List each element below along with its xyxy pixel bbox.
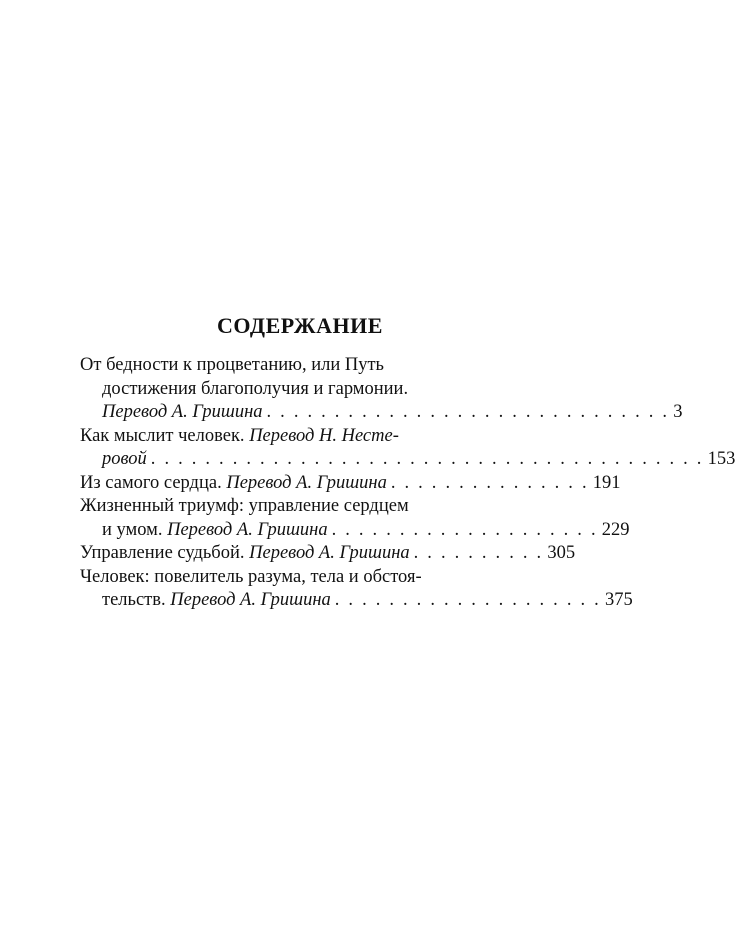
entry-line — [80, 378, 492, 402]
page-title: СОДЕРЖАНИЕ — [217, 313, 383, 338]
toc-entry — [80, 354, 683, 425]
entry-title: От бедности к процветанию, или Путь — [80, 355, 384, 375]
entry-line — [80, 354, 492, 378]
page-number: 153 — [707, 449, 735, 469]
page-number: 3 — [673, 402, 683, 422]
dot-leader: . . . . . . . . . . . . . . . . . . . . — [331, 519, 598, 540]
entry-translator: Перевод Н. Несте- — [249, 425, 399, 446]
page-number: 191 — [592, 472, 621, 493]
page-number: 305 — [547, 543, 576, 563]
entry-translator: Перевод А. Гришина — [167, 519, 328, 540]
page-number: 229 — [601, 519, 630, 540]
toc-entry — [80, 566, 633, 613]
entry-title: Из самого сердца. — [80, 472, 227, 493]
entry-line — [80, 425, 492, 449]
toc-entry — [80, 425, 735, 472]
entry-line — [80, 566, 492, 590]
entry-line — [80, 519, 630, 543]
entry-title: и умом. — [102, 519, 168, 540]
entry-line — [80, 589, 633, 613]
entry-title: Управление судьбой. — [80, 543, 250, 563]
entry-line — [80, 495, 492, 519]
entry-translator: Перевод А. Гришина — [170, 590, 331, 610]
entry-title: тельств. — [102, 590, 171, 610]
entry-translator: Перевод А. Гришина — [249, 543, 410, 563]
dot-leader: . . . . . . . . . . . . . . . . . . . . . . . . . . . . . . — [266, 402, 670, 422]
entry-translator: Перевод А. Гришина — [102, 402, 263, 422]
entry-line — [80, 542, 576, 566]
toc-entry — [80, 495, 630, 542]
entry-translator: ровой — [102, 449, 147, 469]
entry-title: Человек: повелитель разума, тела и обстоя- — [80, 566, 422, 587]
toc-entry — [80, 542, 576, 566]
dot-leader: . . . . . . . . . . . . . . . — [390, 472, 589, 493]
table-of-contents — [80, 354, 735, 613]
entry-title: Как мыслит человек. — [80, 425, 250, 446]
entry-title: достижения благополучия и гармонии. — [102, 378, 409, 399]
dot-leader: . . . . . . . . . . . . . . . . . . . . . . . . . . . . . . . . . . . . . . . . . — [150, 449, 704, 469]
entry-translator: Перевод А. Гришина — [226, 472, 387, 493]
entry-line — [80, 448, 735, 472]
dot-leader: . . . . . . . . . . — [413, 543, 544, 563]
toc-entry — [80, 472, 621, 496]
entry-line — [80, 472, 621, 496]
entry-title: Жизненный триумф: управление сердцем — [80, 496, 409, 516]
dot-leader: . . . . . . . . . . . . . . . . . . . . — [334, 590, 601, 610]
page-number: 375 — [604, 590, 633, 610]
entry-line — [80, 401, 683, 425]
